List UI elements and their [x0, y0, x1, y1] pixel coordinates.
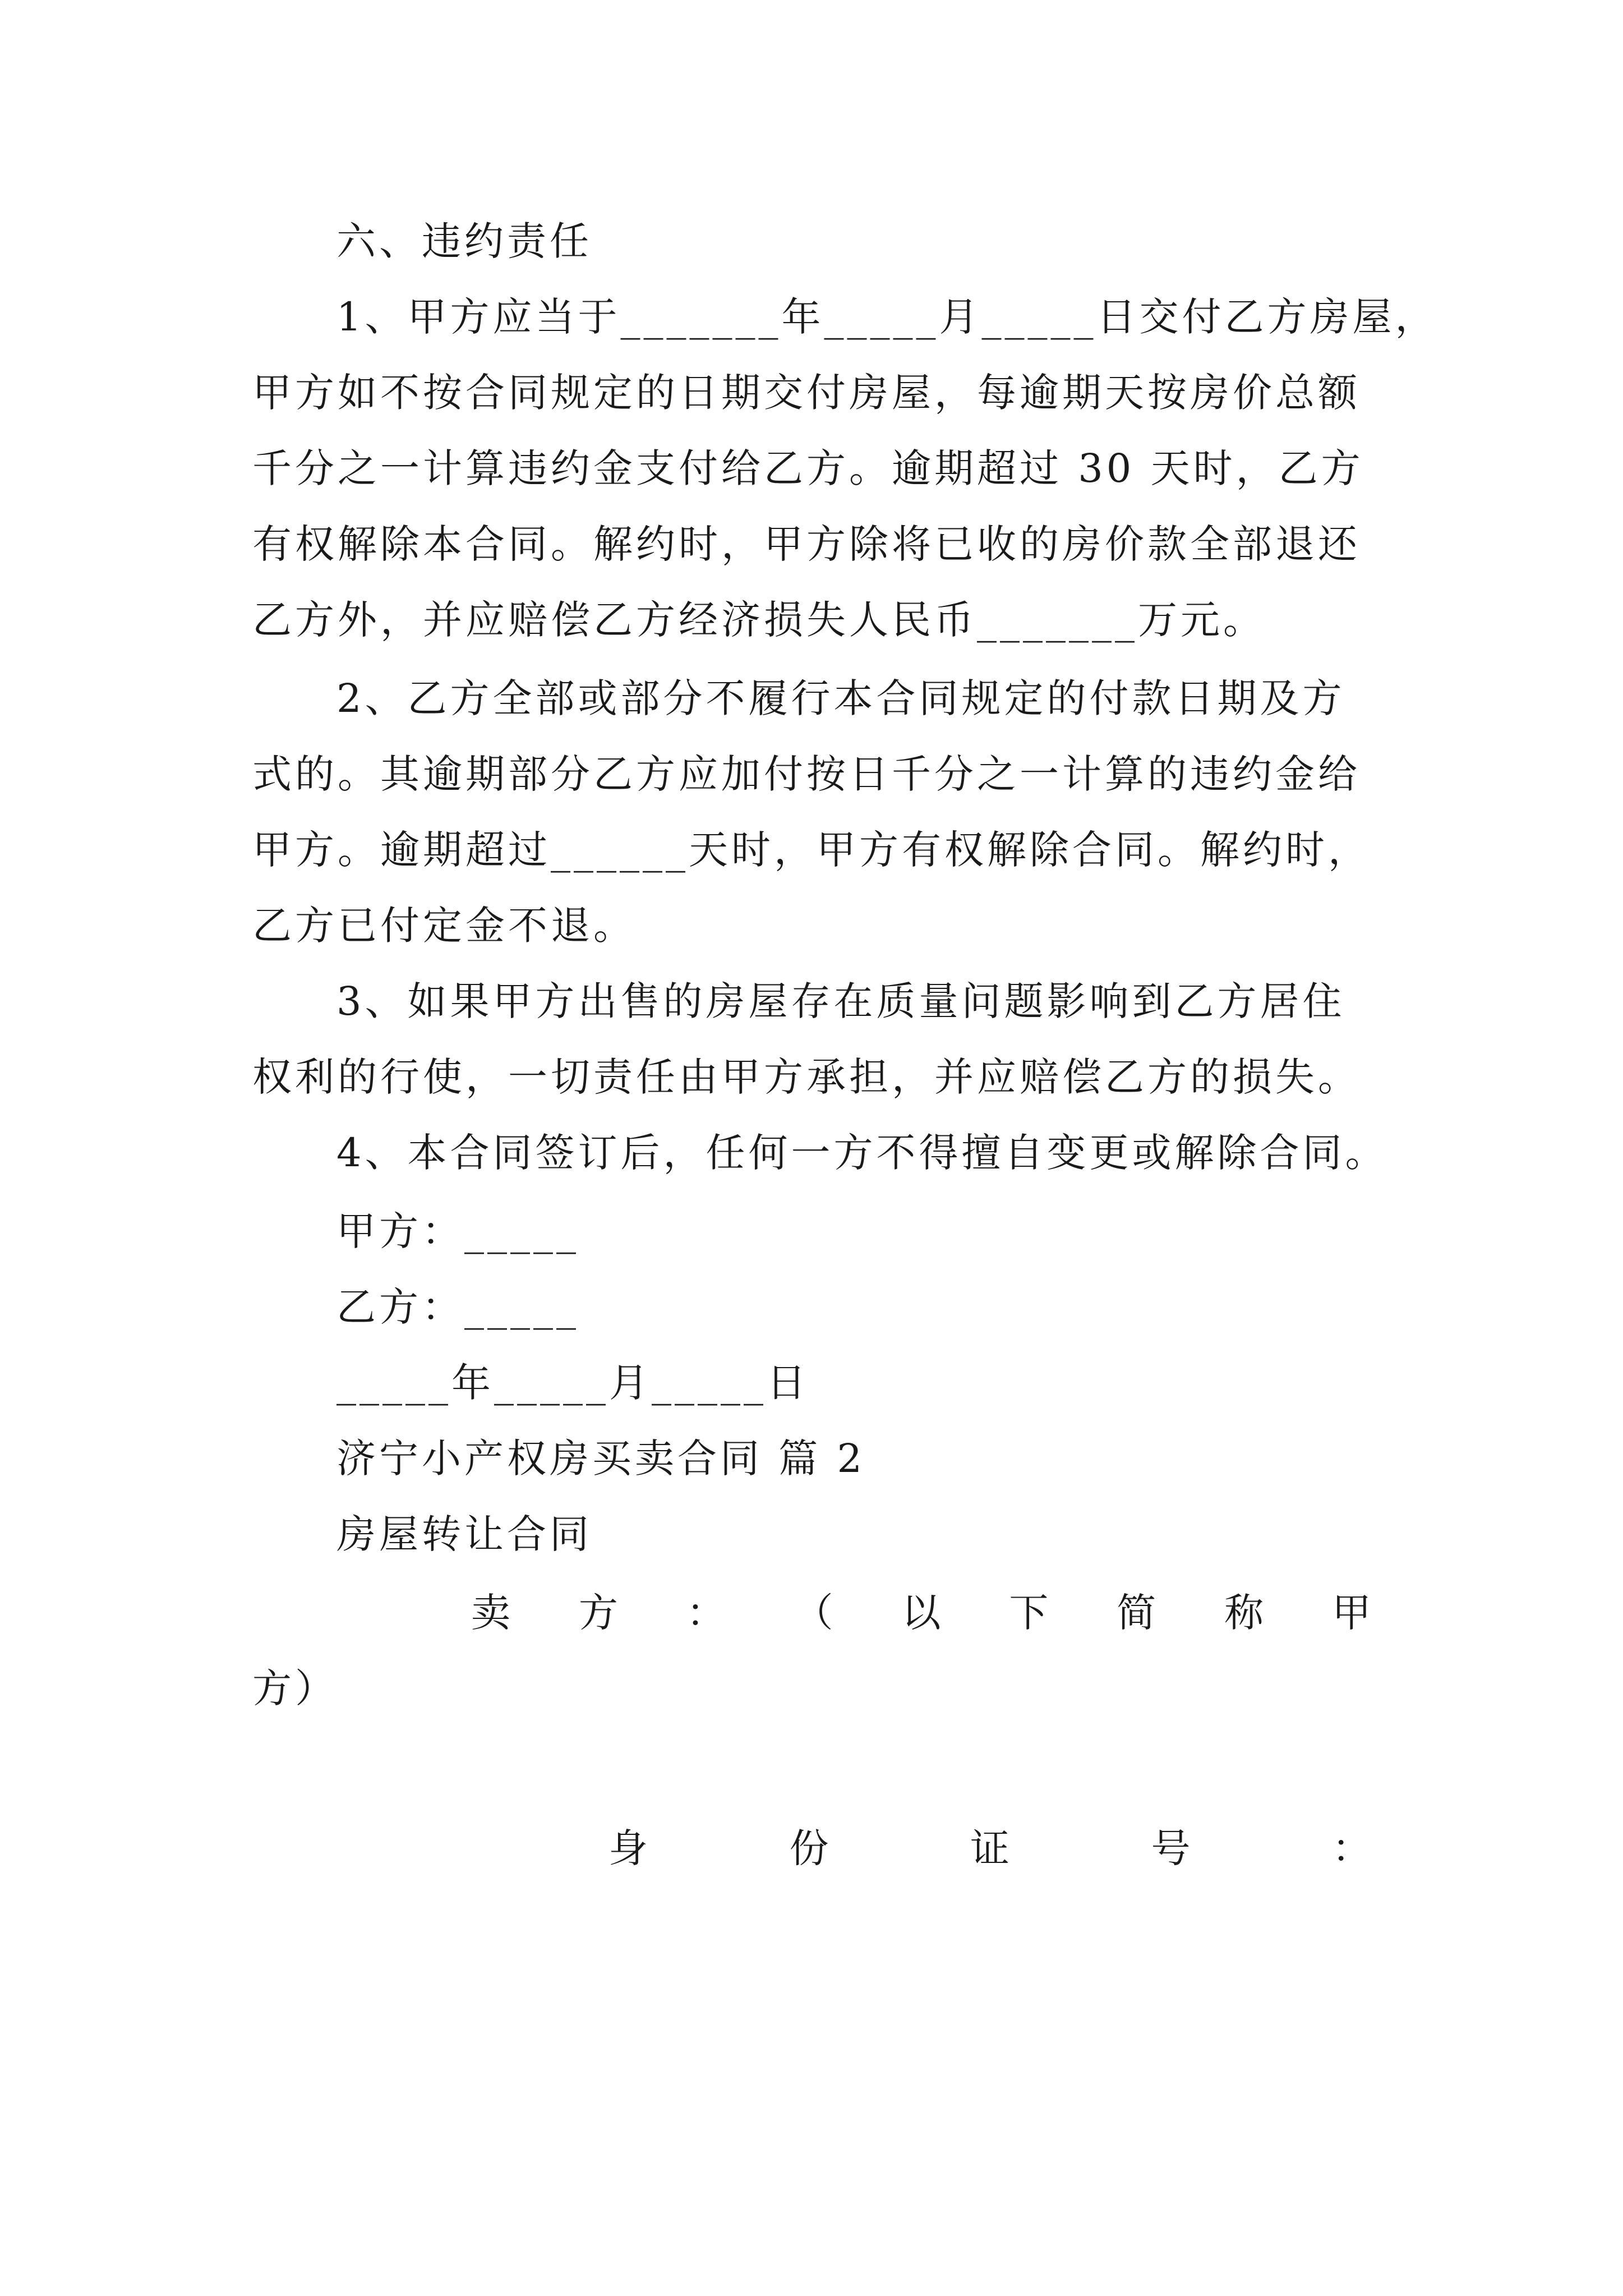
- seller-char: 下: [1009, 1590, 1049, 1636]
- seller-line-end: 方）: [252, 1665, 338, 1711]
- seller-char: ：: [686, 1590, 726, 1636]
- id-number-line: [608, 1823, 1371, 1874]
- id-char: 身: [608, 1825, 648, 1871]
- seller-char: （: [794, 1590, 833, 1636]
- transfer-contract-title: 房屋转让合同: [336, 1511, 592, 1557]
- clause-1-line-5: 乙方外，并应赔偿乙方经济损失人民币_______万元。: [252, 597, 1266, 643]
- seller-char: 以: [901, 1590, 941, 1636]
- clause-3-line-1: 3、如果甲方出售的房屋存在质量问题影响到乙方居住: [336, 978, 1345, 1024]
- seller-char: 方: [578, 1590, 618, 1636]
- id-char: 号: [1151, 1825, 1191, 1871]
- seller-char: 简: [1117, 1590, 1156, 1636]
- clause-3-line-2: 权利的行使，一切责任由甲方承担，并应赔偿乙方的损失。: [252, 1054, 1361, 1100]
- clause-2-line-1: 2、乙方全部或部分不履行本合同规定的付款日期及方: [336, 675, 1345, 721]
- clause-1-line-1: 1、甲方应当于_______年_____月_____日交付乙方房屋，: [336, 294, 1438, 340]
- signing-date: _____年_____月_____日: [336, 1360, 809, 1406]
- seller-char: 甲: [1332, 1590, 1371, 1636]
- seller-line: [471, 1588, 1371, 1638]
- clause-2-line-3: 甲方。逾期超过______天时，甲方有权解除合同。解约时，: [252, 827, 1371, 873]
- seller-char: 卖: [471, 1590, 510, 1636]
- section-title: 六、违约责任: [336, 218, 592, 264]
- party-b-signature: 乙方：_____: [336, 1284, 579, 1330]
- clause-2-line-4: 乙方已付定金不退。: [252, 903, 636, 949]
- id-char: ：: [1332, 1825, 1371, 1871]
- heading-part-2: 济宁小产权房买卖合同 篇 2: [336, 1435, 866, 1481]
- clause-1-line-3: 千分之一计算违约金支付给乙方。逾期超过 30 天时，乙方: [252, 445, 1364, 491]
- id-char: 证: [970, 1825, 1009, 1871]
- clause-1-line-4: 有权解除本合同。解约时，甲方除将已收的房价款全部退还: [252, 521, 1361, 567]
- party-a-signature: 甲方：_____: [336, 1208, 579, 1254]
- clause-1-line-2: 甲方如不按合同规定的日期交付房屋，每逾期天按房价总额: [252, 370, 1361, 416]
- seller-char: 称: [1224, 1590, 1264, 1636]
- id-char: 份: [789, 1825, 829, 1871]
- clause-2-line-2: 式的。其逾期部分乙方应加付按日千分之一计算的违约金给: [252, 751, 1361, 797]
- clause-4: 4、本合同签订后，任何一方不得擅自变更或解除合同。: [336, 1130, 1388, 1176]
